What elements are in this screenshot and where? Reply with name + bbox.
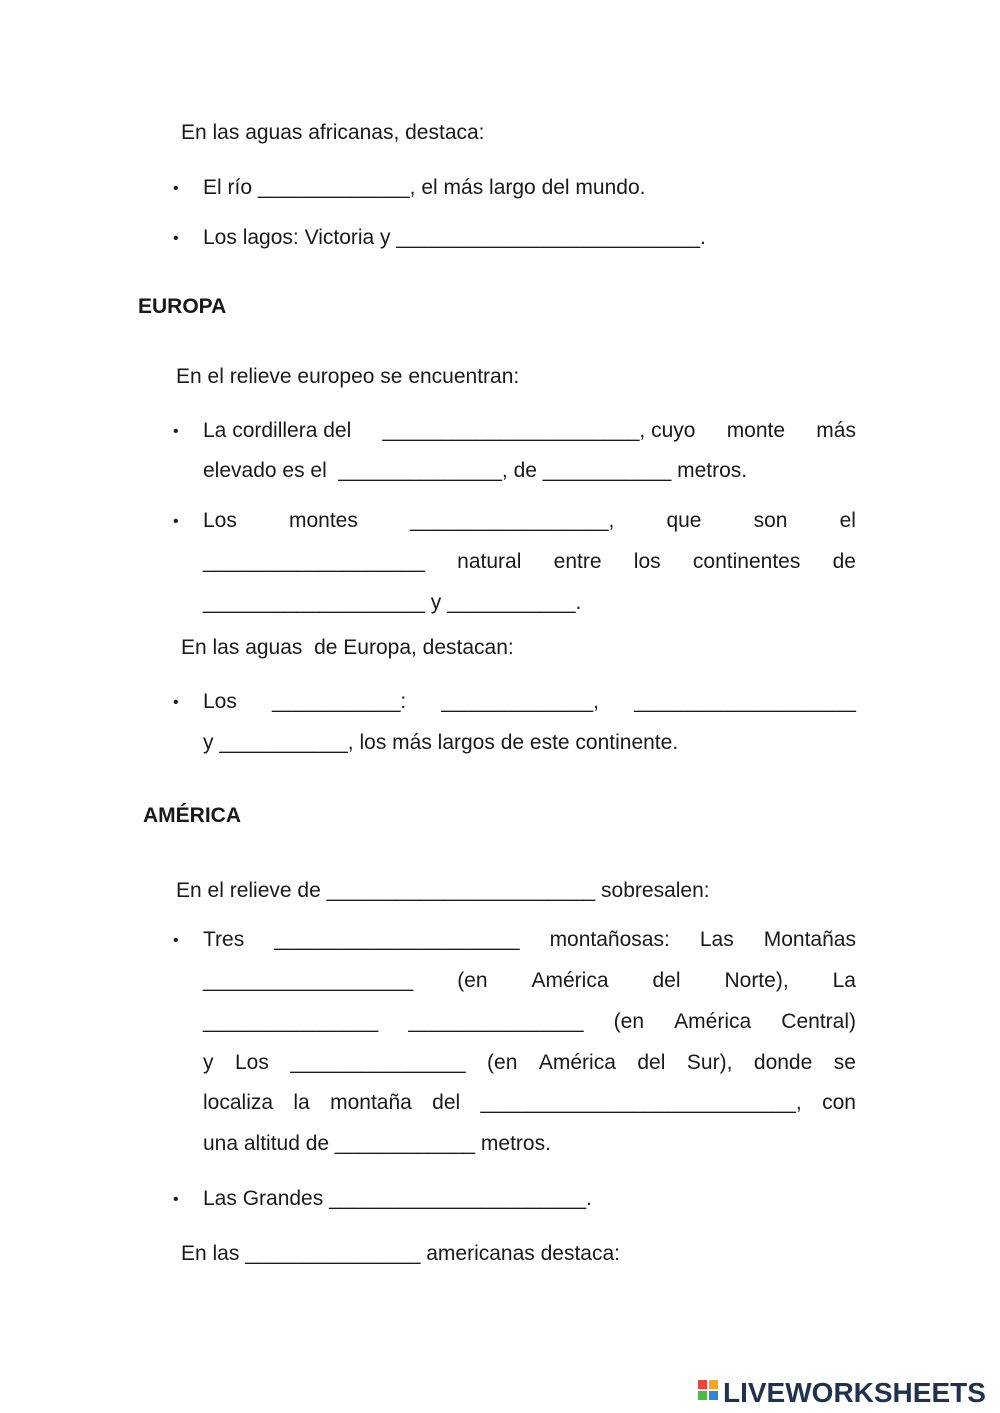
europa-montes-line1 — [203, 510, 856, 531]
word: Central) — [781, 1010, 856, 1033]
america-lakes-bullet: Las Grandes ______________________. — [203, 1187, 592, 1210]
europa-cordillera-line1 — [203, 420, 856, 441]
word: ___________________________, — [480, 1091, 802, 1114]
word: ___________________ — [203, 550, 425, 573]
word: que — [666, 509, 702, 532]
bullet-icon: • — [173, 230, 179, 247]
word: __________________ — [203, 969, 414, 992]
europa-rivers-line2: y ___________, los más largos de este continente. — [203, 731, 679, 754]
word: la — [293, 1091, 310, 1114]
america-mountains-line6: una altitud de ____________ metros. — [203, 1132, 551, 1155]
word: Montañas — [763, 928, 856, 951]
word: ______________________, cuyo — [382, 419, 696, 442]
word: Los — [203, 509, 237, 532]
word: monte — [726, 419, 786, 442]
america-heading: AMÉRICA — [143, 804, 241, 827]
word: más — [816, 419, 856, 442]
word: montañosas: — [549, 928, 670, 951]
word: continentes — [692, 550, 801, 573]
word: se — [833, 1051, 856, 1074]
america-mountains-line1 — [203, 929, 856, 950]
word: _______________ — [408, 1010, 584, 1033]
word: ___________: — [271, 690, 407, 713]
word: La cordillera del — [203, 419, 352, 442]
word: _________________, — [409, 509, 615, 532]
africa-waters-intro: En las aguas africanas, destaca: — [181, 121, 485, 144]
america-mountains-line2 — [203, 970, 856, 991]
liveworksheets-logo-icon — [698, 1378, 720, 1408]
bullet-icon: • — [173, 1191, 179, 1208]
word: (en — [487, 1051, 518, 1074]
word: ___________________ — [634, 690, 856, 713]
word: montaña — [330, 1091, 412, 1114]
europa-cordillera-line2: elevado es el ______________, de ___________ metros. — [203, 459, 748, 482]
word: el — [839, 509, 856, 532]
word: América — [531, 969, 609, 992]
word: _______________ — [203, 1010, 379, 1033]
europa-waters-intro: En las aguas de Europa, destacan: — [181, 636, 514, 659]
bullet-icon: • — [173, 423, 179, 440]
word: son — [753, 509, 788, 532]
word: donde — [753, 1051, 813, 1074]
word: y — [203, 1051, 214, 1074]
word: La — [832, 969, 856, 992]
bullet-icon: • — [173, 513, 179, 530]
europa-montes-line3: ___________________ y ___________. — [203, 591, 582, 614]
america-relief-intro: En el relieve de _______________________ sobresalen: — [176, 879, 710, 902]
word: de — [832, 550, 856, 573]
liveworksheets-logo — [698, 1376, 986, 1410]
word: Las — [699, 928, 734, 951]
word: con — [822, 1091, 856, 1114]
word: (en — [457, 969, 488, 992]
word: montes — [288, 509, 358, 532]
africa-bullet-river: El río _____________, el más largo del mundo. — [203, 176, 646, 199]
word: localiza — [203, 1091, 274, 1114]
america-mountains-line4 — [203, 1052, 856, 1073]
word: _______________ — [290, 1051, 466, 1074]
word: Los — [234, 1051, 269, 1074]
word: América — [674, 1010, 752, 1033]
word: Tres — [203, 928, 245, 951]
logo-square — [698, 1391, 707, 1400]
america-mountains-line3 — [203, 1011, 856, 1032]
word: (en — [613, 1010, 645, 1033]
word: Norte), — [724, 969, 789, 992]
logo-square — [698, 1380, 707, 1389]
europa-relief-intro: En el relieve europeo se encuentran: — [176, 365, 520, 388]
liveworksheets-logo-text: LIVEWORKSHEETS — [723, 1377, 986, 1408]
word: natural — [457, 550, 522, 573]
word: _____________, — [441, 690, 599, 713]
bullet-icon: • — [173, 694, 179, 711]
word: América — [538, 1051, 616, 1074]
word: Sur), — [686, 1051, 733, 1074]
logo-square — [709, 1391, 718, 1400]
word: Los — [203, 690, 237, 713]
america-mountains-line5 — [203, 1092, 856, 1113]
word: los — [633, 550, 661, 573]
america-waters-intro: En las _______________ americanas destaca: — [181, 1242, 620, 1265]
bullet-icon: • — [173, 932, 179, 949]
bullet-icon: • — [173, 180, 179, 197]
africa-bullet-lakes: Los lagos: Victoria y __________________________. — [203, 226, 706, 249]
word: del — [432, 1091, 461, 1114]
word: entre — [553, 550, 602, 573]
word: _____________________ — [274, 928, 520, 951]
europa-rivers-line1 — [203, 691, 856, 712]
word: del — [637, 1051, 666, 1074]
word: del — [652, 969, 681, 992]
europa-heading: EUROPA — [138, 295, 227, 318]
europa-montes-line2 — [203, 551, 856, 572]
logo-square — [709, 1380, 718, 1389]
